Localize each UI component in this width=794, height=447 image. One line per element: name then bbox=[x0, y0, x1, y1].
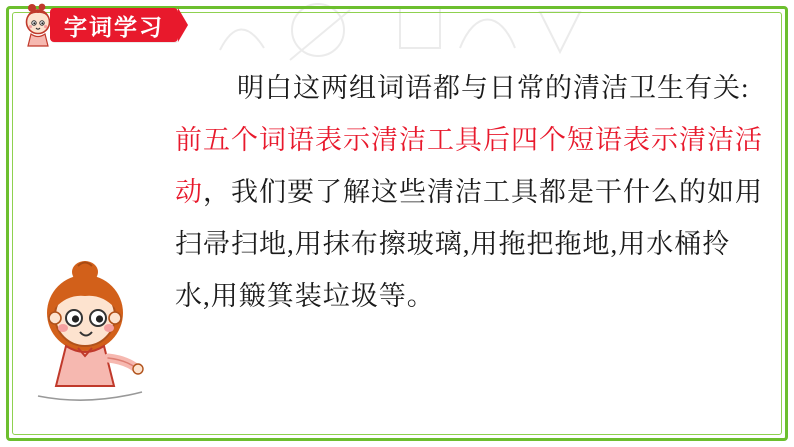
page-title: 字词学习 bbox=[64, 14, 164, 40]
lesson-paragraph bbox=[175, 62, 763, 322]
slide-title-banner bbox=[50, 8, 178, 42]
paragraph-segment-2: ，我们要了解这些清洁工具都是干什么的如用扫帚扫地,用抹布擦玻璃,用拖把拖地,用水桶拎水,用簸箕装垃圾等。 bbox=[175, 177, 763, 311]
girl-pointing-mascot-icon bbox=[30, 258, 150, 408]
paragraph-segment-1: 明白这两组词语都与日常的清洁卫生有关: bbox=[237, 73, 750, 103]
paragraph-highlight: 前五个词语表示清洁工具后四个短语表示清洁活动 bbox=[175, 125, 763, 207]
